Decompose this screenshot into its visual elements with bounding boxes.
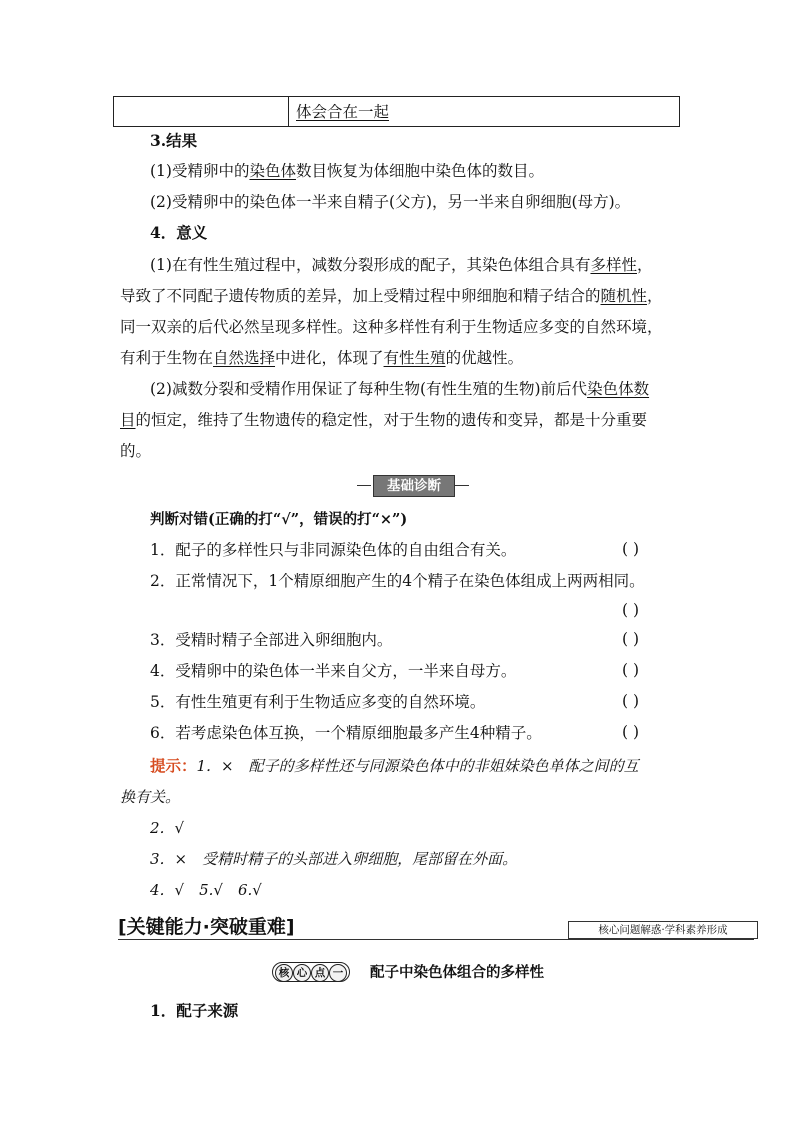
- hint-line-1b: 换有关。: [120, 788, 181, 806]
- source-heading: 1．配子来源: [150, 1001, 239, 1020]
- hint-line-1: [150, 755, 639, 776]
- meaning-p2-line2: 目的恒定，维持了生物遗传的稳定性，对于生物的遗传和变异，都是十分重要: [120, 411, 648, 429]
- hint-line-2: 2．√: [150, 819, 185, 837]
- result-item-1: (1)受精卵中的染色体数目恢复为体细胞中染色体的数目。: [150, 162, 544, 180]
- core-point-badge: [272, 962, 350, 982]
- answer-blank-6[interactable]: ( ): [622, 723, 640, 741]
- badge-rule-right: [455, 485, 469, 486]
- hint-line-4: 4．√ 5.√ 6.√: [150, 881, 262, 899]
- core-badge-char-4: 一: [329, 964, 347, 982]
- answer-blank-4[interactable]: ( ): [622, 661, 640, 679]
- answer-blank-5[interactable]: ( ): [622, 692, 640, 710]
- diagnosis-item-6: 6．若考虑染色体互换，一个精原细胞最多产生4种精子。: [150, 724, 542, 742]
- meaning-p2-line3: 的。: [120, 442, 152, 460]
- meaning-p1-line4: 有利于生物在自然选择中进化，体现了有性生殖的优越性。: [120, 349, 524, 367]
- diagnosis-item-4: 4．受精卵中的染色体一半来自父方，一半来自母方。: [150, 662, 517, 680]
- diagnosis-item-1: 1．配子的多样性只与非同源染色体的自由组合有关。: [150, 541, 517, 559]
- result-heading: 3.结果: [150, 131, 198, 150]
- diagnosis-item-3: 3．受精时精子全部进入卵细胞内。: [150, 631, 393, 649]
- table-fragment: [113, 96, 680, 127]
- diagnosis-item-5: 5．有性生殖更有利于生物适应多变的自然环境。: [150, 693, 486, 711]
- answer-blank-1[interactable]: ( ): [622, 540, 640, 558]
- diagnosis-item-2: 2．正常情况下，1个精原细胞产生的4个精子在染色体组成上两两相同。: [150, 572, 645, 590]
- core-point-title: 配子中染色体组合的多样性: [370, 965, 544, 981]
- section-title: [关键能力·突破重难]: [118, 916, 295, 938]
- meaning-p1-line3: 同一双亲的后代必然呈现多样性。这种多样性有利于生物适应多变的自然环境，: [120, 318, 663, 336]
- section-tag: 核心问题解惑·学科素养形成: [568, 921, 758, 939]
- table-divider: [288, 97, 289, 126]
- meaning-p1-line1: (1)在有性生殖过程中，减数分裂形成的配子，其染色体组合具有多样性，: [150, 256, 653, 274]
- answer-blank-3[interactable]: ( ): [622, 630, 640, 648]
- table-cell: 体会合在一起: [296, 103, 390, 121]
- meaning-p1-line2: 导致了不同配子遗传物质的差异，加上受精过程中卵细胞和精子结合的随机性，: [120, 287, 663, 305]
- meaning-p2-line1: (2)减数分裂和受精作用保证了每种生物(有性生殖的生物)前后代染色体数: [150, 380, 650, 398]
- diagnosis-badge-label: 基础诊断: [373, 475, 455, 497]
- core-badge-char-2: 心: [293, 964, 311, 982]
- core-badge-char-1: 核: [275, 964, 293, 982]
- hint-line-3: 3．× 受精时精子的头部进入卵细胞，尾部留在外面。: [150, 850, 518, 868]
- meaning-heading: 4．意义: [150, 223, 208, 242]
- diagnosis-badge: [357, 475, 469, 497]
- result-item-2: (2)受精卵中的染色体一半来自精子(父方)，另一半来自卵细胞(母方)。: [150, 193, 631, 211]
- badge-rule-left: [357, 485, 371, 486]
- hint-label: 提示：: [150, 756, 197, 775]
- hint-text-1: 1．× 配子的多样性还与同源染色体中的非姐妹染色单体之间的互: [196, 757, 639, 775]
- diagnosis-instruction: 判断对错(正确的打“√”，错误的打“×”): [150, 511, 408, 528]
- core-badge-char-3: 点: [311, 964, 329, 982]
- section-rule: [118, 939, 754, 940]
- answer-blank-2[interactable]: ( ): [622, 601, 640, 619]
